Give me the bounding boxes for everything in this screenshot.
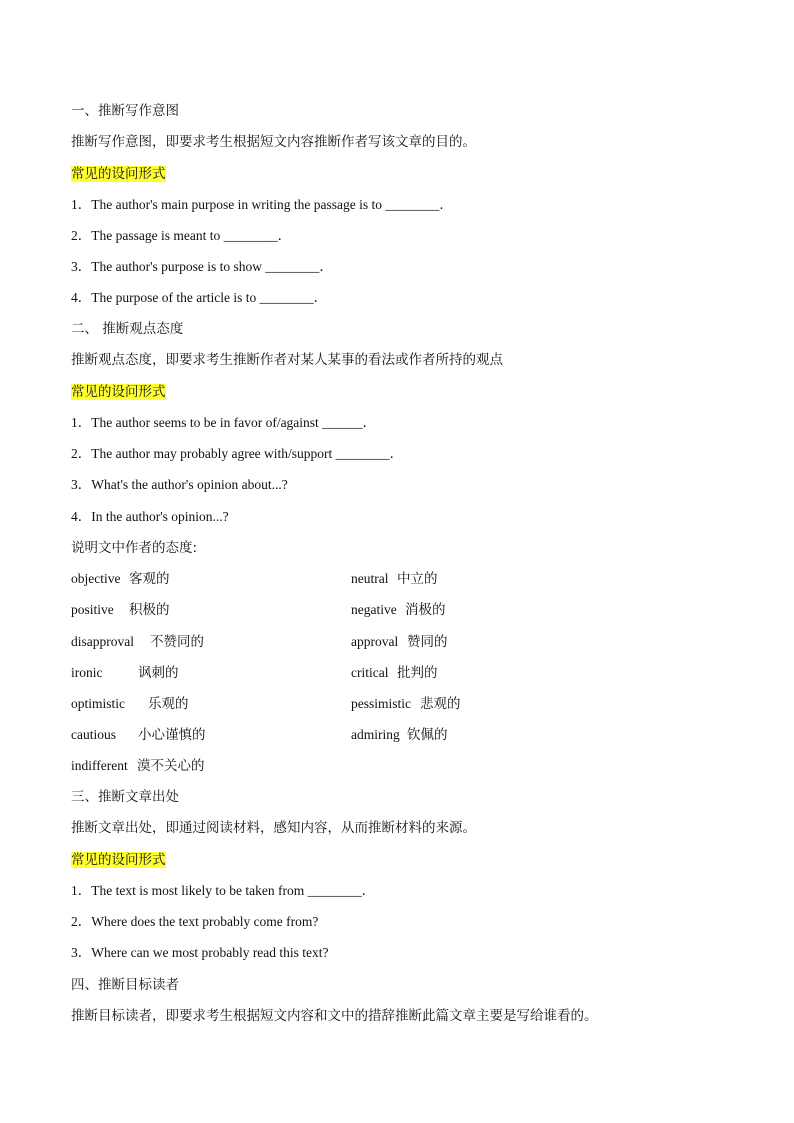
question-item: 2．The passage is meant to ________． bbox=[71, 228, 292, 243]
attitude-term: admiring bbox=[351, 727, 400, 742]
attitude-term: approval bbox=[351, 634, 399, 649]
attitude-term: indifferent bbox=[71, 758, 128, 773]
attitude-title: 说明文中作者的态度: bbox=[71, 540, 198, 556]
attitude-term: objective bbox=[71, 571, 121, 586]
question-item: 1．The author seems to be in favor of/against ______． bbox=[71, 415, 377, 430]
section-intro: 推断目标读者，即要求考生根据短文内容和文中的措辞推断此篇文章主要是写给谁看的。 bbox=[71, 1008, 598, 1024]
attitude-meaning: 中立的 bbox=[397, 571, 438, 587]
attitude-term: disapproval bbox=[71, 634, 134, 649]
highlighted-label: 常见的设问形式 bbox=[71, 852, 166, 868]
attitude-row bbox=[71, 600, 331, 620]
question-item: 1．The text is most likely to be taken from ________． bbox=[71, 883, 376, 898]
section-intro: 推断写作意图，即要求考生根据短文内容推断作者写该文章的目的。 bbox=[71, 134, 476, 150]
attitude-meaning: 客观的 bbox=[129, 571, 170, 587]
attitude-row bbox=[351, 632, 611, 652]
question-item: 2．Where does the text probably come from? bbox=[71, 914, 319, 929]
attitude-term: optimistic bbox=[71, 696, 125, 711]
section-heading: 一、推断写作意图 bbox=[71, 103, 179, 119]
question-forms-label bbox=[71, 382, 166, 402]
question-item: 4．The purpose of the article is to ________． bbox=[71, 290, 328, 305]
attitude-meaning: 漠不关心的 bbox=[137, 758, 205, 774]
attitude-term: negative bbox=[351, 602, 397, 617]
attitude-meaning: 消极的 bbox=[405, 602, 446, 618]
attitude-row bbox=[71, 569, 331, 589]
attitude-term: pessimistic bbox=[351, 696, 411, 711]
attitude-term: cautious bbox=[71, 727, 116, 742]
attitude-row bbox=[71, 632, 331, 652]
attitude-meaning: 悲观的 bbox=[420, 696, 461, 712]
attitude-row bbox=[351, 694, 611, 714]
question-item: 3．The author's purpose is to show ________． bbox=[71, 259, 333, 274]
question-forms-label bbox=[71, 164, 166, 184]
attitude-meaning: 不赞同的 bbox=[150, 634, 204, 650]
attitude-row bbox=[71, 756, 331, 776]
question-item: 2．The author may probably agree with/support ________． bbox=[71, 446, 404, 461]
attitude-term: positive bbox=[71, 602, 114, 617]
highlighted-label: 常见的设问形式 bbox=[71, 384, 166, 400]
question-item: 1．The author's main purpose in writing the passage is to ________． bbox=[71, 197, 453, 212]
question-item: 4．In the author's opinion...? bbox=[71, 509, 229, 524]
attitude-meaning: 钦佩的 bbox=[407, 727, 448, 743]
attitude-meaning: 乐观的 bbox=[148, 696, 189, 712]
attitude-meaning: 赞同的 bbox=[407, 634, 448, 650]
attitude-row bbox=[71, 663, 331, 683]
section-heading: 四、推断目标读者 bbox=[71, 977, 179, 993]
attitude-meaning: 讽刺的 bbox=[138, 665, 179, 681]
attitude-row bbox=[351, 663, 611, 683]
section-heading: 二、 推断观点态度 bbox=[71, 321, 184, 337]
question-item: 3．Where can we most probably read this text? bbox=[71, 945, 329, 960]
attitude-row bbox=[351, 569, 611, 589]
attitude-row bbox=[351, 725, 611, 745]
attitude-term: critical bbox=[351, 665, 389, 680]
section-intro: 推断文章出处，即通过阅读材料，感知内容，从而推断材料的来源。 bbox=[71, 820, 476, 836]
attitude-term: ironic bbox=[71, 665, 103, 680]
attitude-row bbox=[71, 694, 331, 714]
highlighted-label: 常见的设问形式 bbox=[71, 166, 166, 182]
question-item: 3．What's the author's opinion about...? bbox=[71, 477, 288, 492]
attitude-row bbox=[71, 725, 331, 745]
section-heading: 三、推断文章出处 bbox=[71, 789, 179, 805]
question-forms-label bbox=[71, 850, 166, 870]
attitude-row bbox=[351, 600, 611, 620]
attitude-meaning: 批判的 bbox=[397, 665, 438, 681]
attitude-term: neutral bbox=[351, 571, 389, 586]
section-intro: 推断观点态度，即要求考生推断作者对某人某事的看法或作者所持的观点 bbox=[71, 352, 503, 368]
attitude-meaning: 积极的 bbox=[129, 602, 170, 618]
attitude-meaning: 小心谨慎的 bbox=[138, 727, 206, 743]
